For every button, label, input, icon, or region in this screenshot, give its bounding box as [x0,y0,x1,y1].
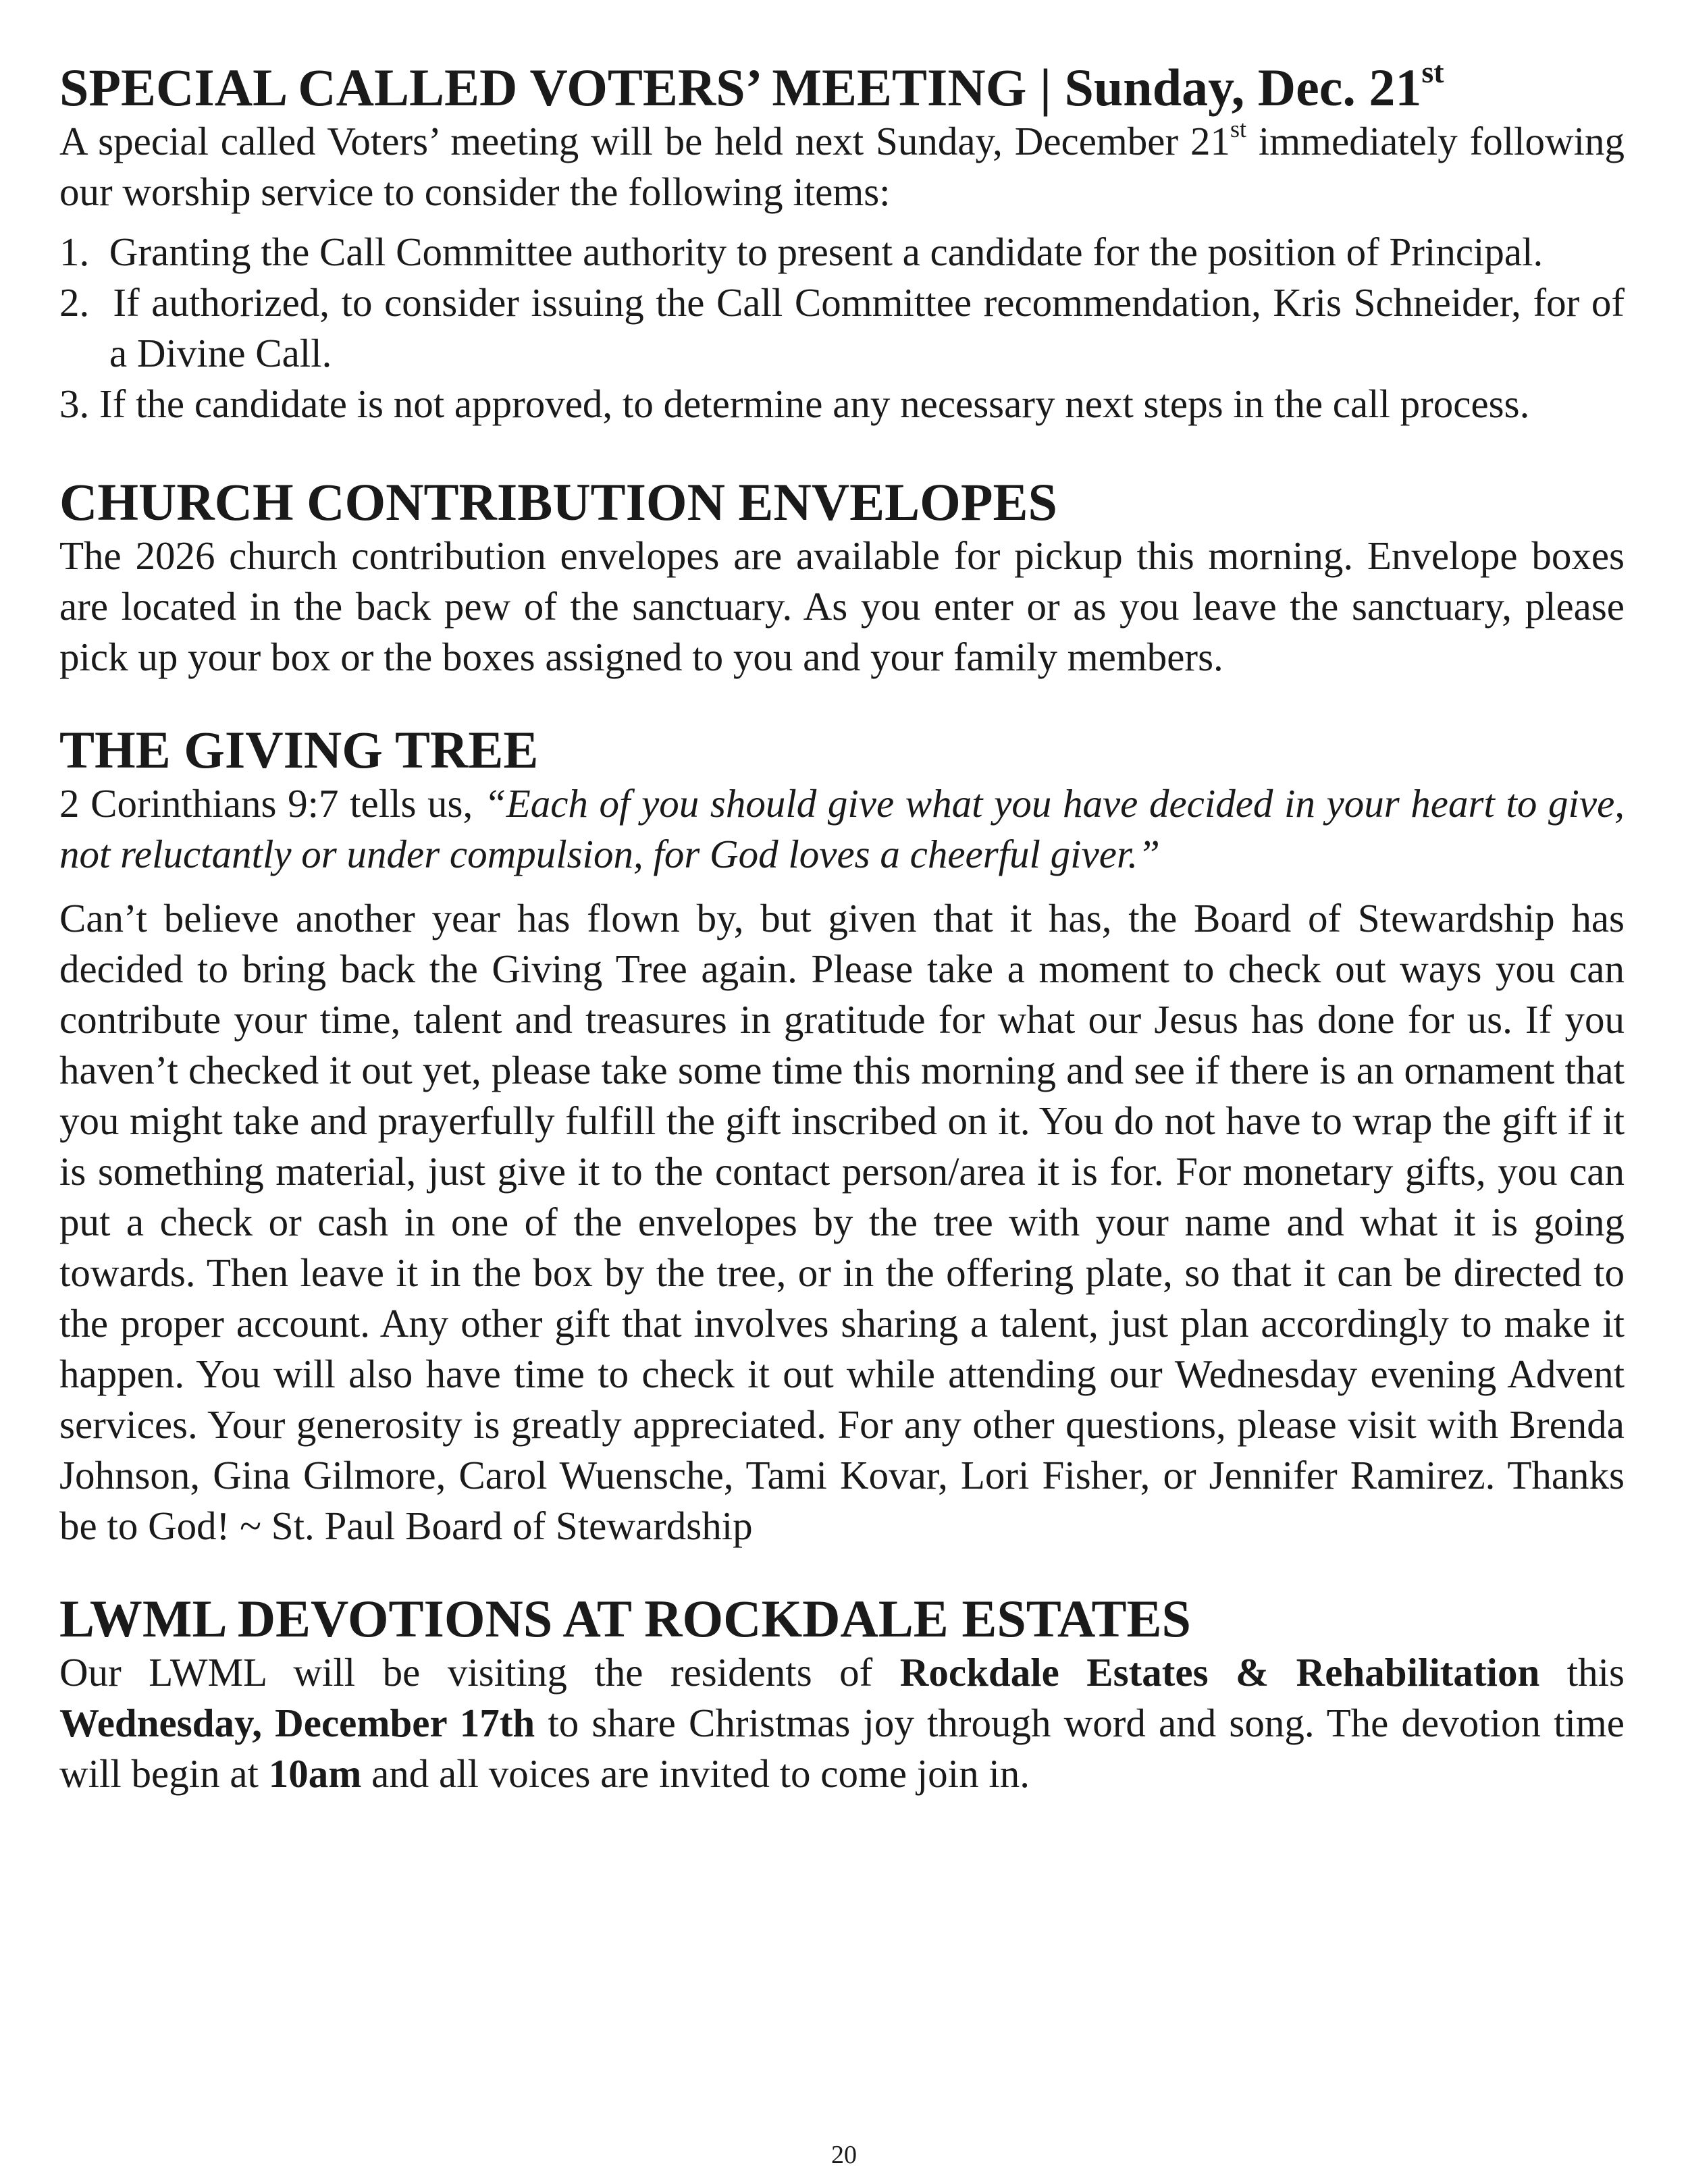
agenda-list [59,227,1625,429]
voters-meeting-heading [59,55,1625,117]
voters-meeting-section [59,55,1625,429]
envelopes-heading: CHURCH CONTRIBUTION ENVELOPES [59,473,1057,531]
lwml-body [59,1647,1625,1799]
voters-meeting-intro-end: immediately following our worship service to consider the following items: [59,119,1625,214]
agenda-item: 3. If the candidate is not approved, to determine any necessary next steps in the call process. [59,381,1530,426]
giving-tree-heading: THE GIVING TREE [59,720,539,779]
voters-meeting-intro [59,116,1625,217]
voters-meeting-intro-start: A special called Voters’ meeting will be held next Sunday, December 21 [59,119,1230,163]
lwml-heading: LWML DEVOTIONS AT ROCKDALE ESTATES [59,1589,1191,1648]
lwml-text-4: and all voices are invited to come join in. [361,1751,1030,1796]
envelopes-body: The 2026 church contribution envelopes are available for pickup this morning. Envelope boxes are located in the back pew of the sanctuary. As you enter or as you leave the sanctuary, please pick up your box or the boxes assigned to you and your family members. [59,533,1625,679]
voters-meeting-intro-suffix: st [1230,115,1246,142]
voters-meeting-heading-text: SPECIAL CALLED VOTERS’ MEETING | Sunday, Dec. 21 [59,58,1422,117]
lwml-time: 10am [268,1751,362,1796]
lwml-date: Wednesday, December 17th [59,1701,535,1745]
lwml-text-1: Our LWML will be visiting the residents of [59,1650,900,1695]
lwml-section [59,1591,1625,1799]
giving-tree-verse [59,778,1625,880]
lwml-location: Rockdale Estates & Rehabilitation [899,1650,1540,1695]
voters-meeting-heading-suffix: st [1421,55,1444,89]
page-number: 20 [831,2141,857,2169]
bulletin-page [59,55,1625,1799]
giving-tree-body: Can’t believe another year has flown by, but given that it has, the Board of Stewardship has decided to bring back the Giving Tree again. Please take a moment to check out ways you can contribute your time, talent and treasures in gratitude for what our Jesus has done for us. If you haven’t checked it out yet, please take some time this morning and see if there is an ornament that you might take and prayerfully fulfill the gift inscribed on it. You do not have to wrap the gift if it is something material, just give it to the contact person/area it is for. For monetary gifts, you can put a check or cash in one of the envelopes by the tree with your name and what it is going towards. Then leave it in the box by the tree, or in the offering plate, so that it can be directed to the proper account. Any other gift that involves sharing a talent, just plan accordingly to make it happen. You will also have time to check it out while attending our Wednesday evening Advent services. Your generosity is greatly appreciated. For any other questions, please visit with Brenda Johnson, Gina Gilmore, Carol Wuensche, Tami Kovar, Lori Fisher, or Jennifer Ramirez. Thanks be to God! ~ St. Paul Board of Stewardship [59,896,1625,1548]
lwml-text-2: this [1539,1650,1625,1695]
agenda-item: 1. Granting the Call Committee authority to present a candidate for the position of Principal. [59,230,1544,274]
agenda-item: 2. If authorized, to consider issuing the Call Committee recommendation, Kris Schneider, for of a Divine Call. [59,280,1625,375]
verse-reference: 2 Corinthians 9:7 tells us, [59,781,484,826]
lwml-text-3: to share Christmas joy through word and song. The devotion time will begin at [59,1701,1625,1796]
verse-quote: “Each of you should give what you have decided in your heart to give, not reluctantly or under compulsion, for God loves a cheerful giver.” [59,781,1625,876]
giving-tree-section [59,722,1625,1551]
envelopes-section [59,474,1625,683]
